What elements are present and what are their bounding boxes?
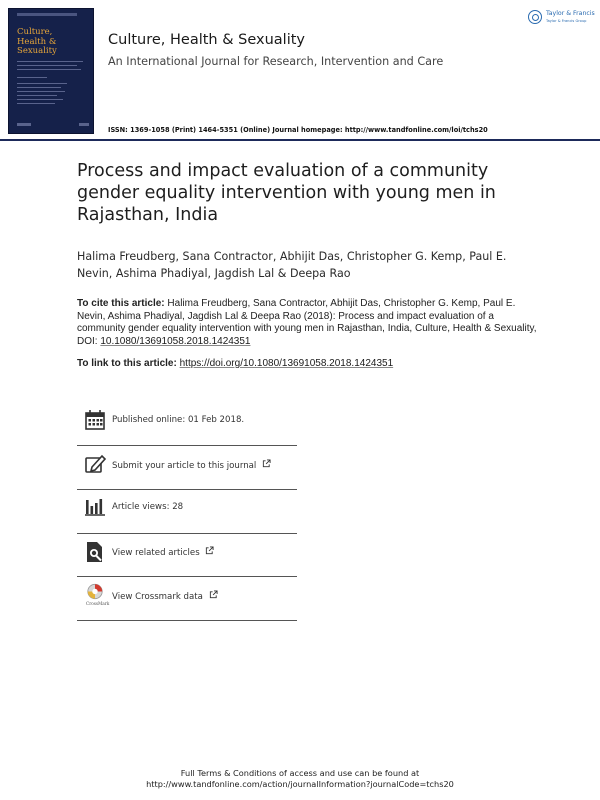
citation-doi-link[interactable]: 10.1080/13691058.2018.1424351 [100, 335, 251, 347]
submit-article-row[interactable] [77, 446, 297, 490]
external-link-icon [209, 590, 218, 599]
external-link-icon [205, 546, 214, 555]
cover-title-line: Sexuality [17, 46, 57, 56]
cover-title [17, 28, 91, 57]
journal-cover [8, 8, 94, 134]
article-authors: Halima Freudberg, Sana Contractor, Abhijit Das, Christopher G. Kemp, Paul E. Nevin, Ashima Phadiyal, Jagdish Lal & Deepa Rao [77, 250, 507, 280]
cover-text-line [17, 61, 83, 62]
calendar-icon [84, 409, 106, 431]
publisher-logo-icon [528, 10, 542, 24]
search-document-icon [84, 541, 106, 563]
citation-text: Halima Freudberg, Sana Contractor, Abhijit Das, Christopher G. Kemp, Paul E. Nevin, Ashima Phadiyal, Jagdish Lal & Deepa Rao (2018): Process and impact evaluation of a community gender equality intervention with young men in Rajasthan, India, Culture, Health & Sexuality, DOI: [77, 298, 537, 347]
crossmark-row[interactable] [77, 578, 297, 622]
cover-text-line [17, 65, 77, 66]
citation-label: To cite this article: [77, 298, 165, 309]
cover-title-line: Health & [17, 36, 57, 47]
related-articles-label: View related articles [112, 548, 200, 558]
crossmark-caption: CrossMark [86, 601, 110, 606]
article-link-line [77, 358, 547, 369]
article-doi-link[interactable]: https://doi.org/10.1080/13691058.2018.1424351 [179, 358, 394, 369]
cover-text-line [17, 95, 57, 96]
external-link-icon [262, 459, 271, 468]
header-rule [0, 139, 600, 141]
article-title: Process and impact evaluation of a community gender equality intervention with young men in Rajasthan, India [77, 161, 496, 225]
issn-homepage-line: ISSN: 1369-1058 (Print) 1464-5351 (Online) Journal homepage: http://www.tandfonline.com/loi/tchs20 [108, 126, 488, 134]
submit-article-link[interactable] [112, 459, 271, 471]
row-divider [77, 576, 297, 577]
cover-text-line [17, 83, 67, 84]
journal-subtitle: An International Journal for Research, Intervention and Care [108, 55, 444, 68]
footer-terms-link[interactable]: http://www.tandfonline.com/action/journalInformation?journalCode=tchs20 [146, 779, 454, 789]
published-online-row [77, 400, 297, 444]
cover-text-line [17, 87, 61, 88]
publisher-name: Taylor & Francis [546, 10, 595, 17]
crossmark-label: View Crossmark data [112, 592, 203, 602]
citation-block [77, 298, 539, 348]
row-divider [77, 620, 297, 621]
journal-title: Culture, Health & Sexuality [108, 32, 305, 48]
published-online-label: Published online: 01 Feb 2018. [112, 415, 245, 425]
cover-text-line [17, 99, 63, 100]
publisher-logo[interactable] [528, 8, 594, 30]
publisher-group: Taylor & Francis Group [546, 19, 587, 23]
cover-badge [17, 123, 31, 126]
edit-icon [84, 453, 106, 475]
related-articles-row[interactable] [77, 534, 297, 578]
related-articles-link[interactable] [112, 546, 214, 558]
article-views-label: Article views: 28 [112, 502, 184, 512]
footer-terms: Full Terms & Conditions of access and use can be found at [180, 768, 420, 778]
cover-top-strip [17, 13, 77, 16]
cover-publisher-mark [79, 123, 89, 126]
link-label: To link to this article: [77, 358, 177, 369]
bar-chart-icon [84, 496, 106, 518]
article-views-row [77, 490, 297, 534]
submit-article-label: Submit your article to this journal [112, 461, 257, 471]
cover-text-line [17, 103, 55, 104]
cover-text-line [17, 77, 47, 78]
cover-title-line: Culture, [17, 27, 53, 37]
cover-text-line [17, 91, 65, 92]
cover-text-line [17, 69, 81, 70]
crossmark-link[interactable] [112, 590, 218, 602]
